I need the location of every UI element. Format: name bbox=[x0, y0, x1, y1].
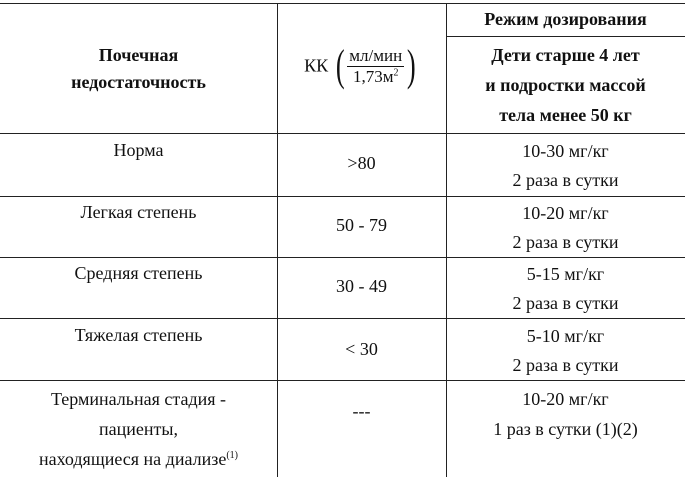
table-top-border bbox=[0, 3, 685, 4]
left-paren: ( bbox=[335, 41, 345, 90]
header-creatinine-clearance bbox=[277, 41, 446, 90]
table-row-dose: 10-20 мг/кг 1 раз в сутки (1)(2) bbox=[493, 389, 638, 439]
table-row-kk: 30 - 49 bbox=[336, 276, 387, 296]
table-row-kk: >80 bbox=[347, 153, 376, 173]
row-divider bbox=[0, 196, 685, 197]
header-bottom-border bbox=[0, 133, 685, 134]
row-divider bbox=[0, 257, 685, 258]
row-divider bbox=[0, 318, 685, 319]
header-dosing-children: Дети старше 4 лет и подростки массой тела менее 50 кг bbox=[485, 45, 646, 125]
table-row-dose: 10-20 мг/кг 2 раза в сутки bbox=[512, 203, 619, 252]
table-row-stage: Средняя степень bbox=[74, 263, 203, 283]
table-row-kk: 50 - 79 bbox=[336, 215, 387, 235]
table-row-dose: 10-30 мг/кг 2 раза в сутки bbox=[512, 141, 619, 190]
table-row-stage: Норма bbox=[113, 140, 164, 160]
table-row-kk: --- bbox=[352, 401, 371, 421]
table-row-dose: 5-10 мг/кг 2 раза в сутки bbox=[512, 326, 619, 375]
header-divider bbox=[446, 36, 685, 37]
table-row-dose: 5-15 мг/кг 2 раза в сутки bbox=[512, 264, 619, 313]
kk-units-fraction: $\frac{\text{мл/мин}}{1,73м^2}$ bbox=[349, 45, 403, 86]
table-row-stage: Легкая степень bbox=[80, 202, 197, 222]
table-row-kk: < 30 bbox=[345, 339, 378, 359]
row-divider bbox=[0, 380, 685, 381]
header-renal-insufficiency: Почечная недостаточность bbox=[71, 45, 206, 92]
table-row-stage: Тяжелая степень bbox=[74, 325, 203, 345]
footnote-marker: (1) bbox=[226, 450, 238, 461]
right-paren: ) bbox=[407, 41, 416, 90]
table-row-stage: Терминальная стадия - пациенты, находящиеся на диализе$^{(1)}$ bbox=[38, 389, 238, 469]
kk-label: КК bbox=[304, 55, 329, 76]
header-dosing-regimen: Режим дозирования bbox=[484, 9, 647, 29]
